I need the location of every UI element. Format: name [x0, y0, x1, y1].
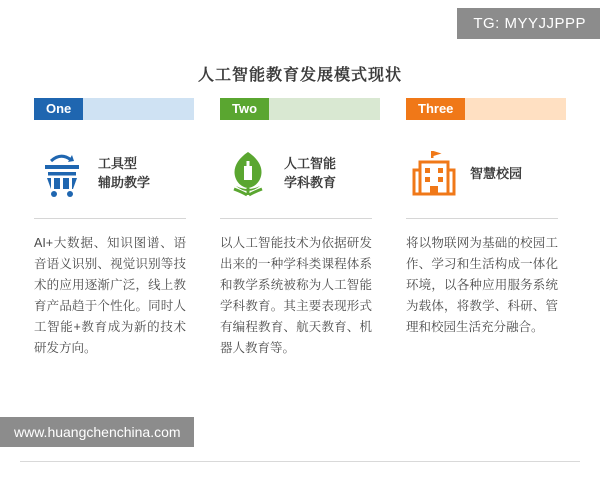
icon-caption-one-line1: 工具型: [98, 156, 138, 171]
tag-label-three: Three: [406, 98, 465, 120]
divider-three: [406, 218, 558, 219]
column-three: [406, 98, 566, 359]
column-one: [34, 98, 194, 359]
divider-one: [34, 218, 186, 219]
tag-row-one: [34, 98, 194, 120]
divider-two: [220, 218, 372, 219]
icon-caption-three-line1: 智慧校园: [470, 165, 523, 181]
leaf-building-icon: [220, 145, 276, 201]
icon-row-one: [34, 136, 194, 210]
icon-row-three: [406, 136, 566, 210]
body-text-one: AI+大数据、知识图谱、语音语义识别、视觉识别等技术的应用逐渐广泛，线上教育产品趋于个性化。同时人工智能+教育成为新的技术研发方向。: [34, 236, 186, 355]
url-watermark: www.huangchenchina.com: [0, 417, 194, 447]
icon-caption-one: [98, 154, 150, 192]
shopping-cart-icon: [34, 145, 90, 201]
icon-row-two: [220, 136, 380, 210]
column-two: [220, 98, 380, 359]
school-building-icon: [406, 145, 462, 201]
bottom-divider: [20, 461, 580, 462]
columns-container: [34, 98, 566, 359]
tg-watermark: TG: MYYJJPPP: [457, 8, 600, 39]
page-title: 人工智能教育发展模式现状: [197, 67, 402, 84]
tag-row-two: [220, 98, 380, 120]
icon-caption-two-line1: 人工智能: [284, 156, 337, 171]
tag-row-three: [406, 98, 566, 120]
icon-caption-two-line2: 学科教育: [284, 175, 337, 190]
body-text-three: 将以物联网为基础的校园工作、学习和生活构成一体化环境，以各种应用服务系统为载体，将教学、科研、管理和校园生活充分融合。: [406, 236, 558, 334]
tag-label-one: One: [34, 98, 83, 120]
icon-caption-three: [470, 164, 522, 183]
icon-caption-one-line2: 辅助教学: [98, 175, 151, 190]
body-text-two: 以人工智能技术为依据研发出来的一种学科类课程体系和教学系统被称为人工智能学科教育。其主要表现形式有编程教育、航天教育、机器人教育等。: [220, 236, 372, 355]
icon-caption-two: [284, 154, 336, 192]
tag-label-two: Two: [220, 98, 269, 120]
